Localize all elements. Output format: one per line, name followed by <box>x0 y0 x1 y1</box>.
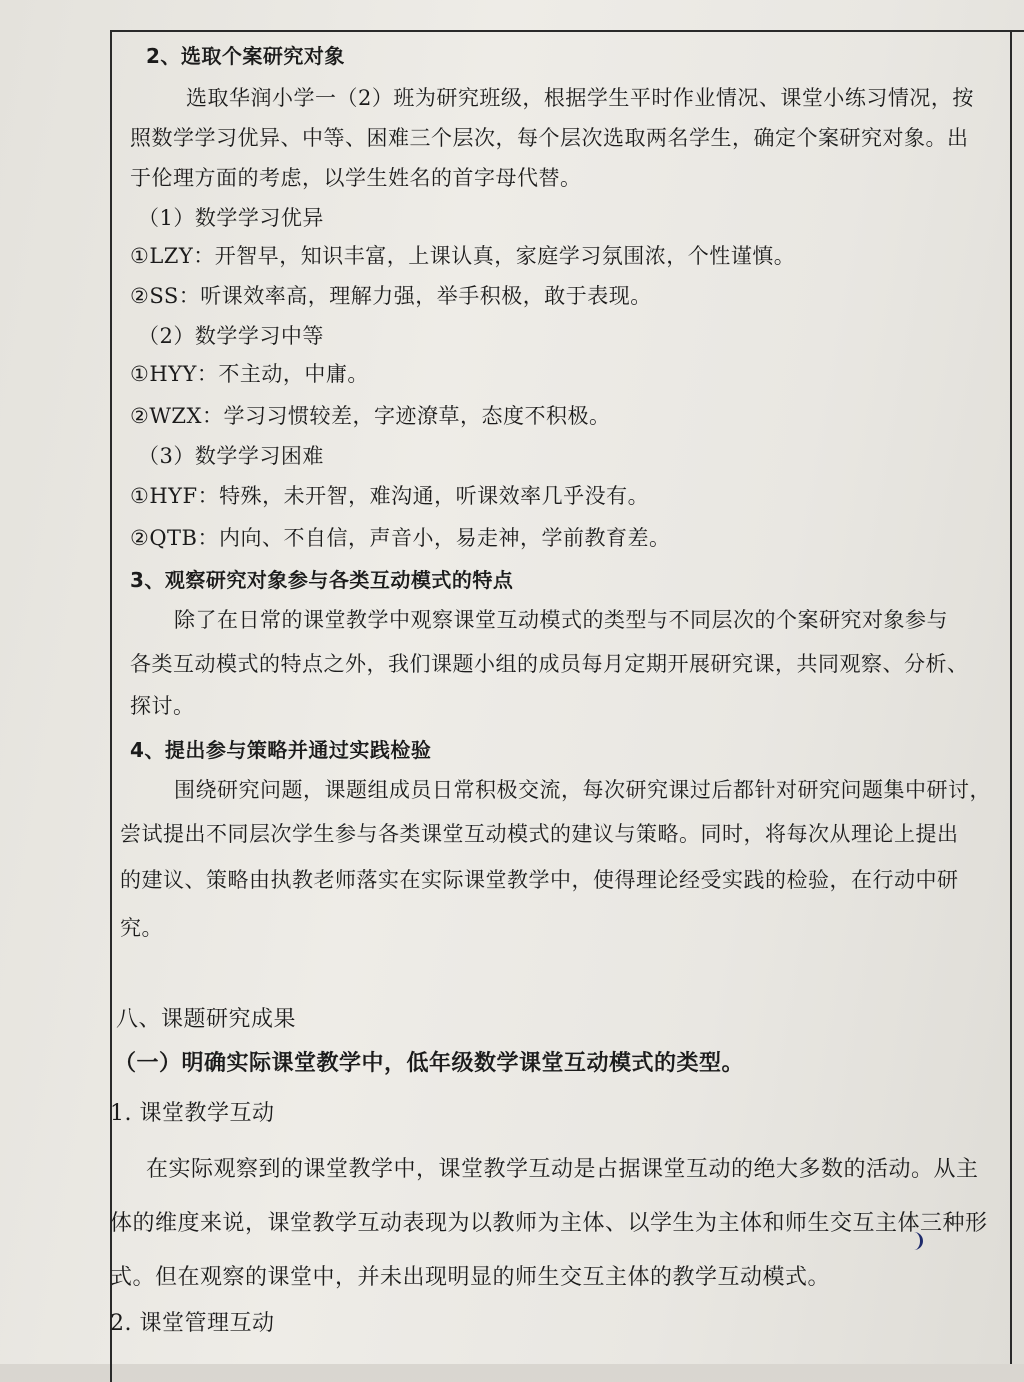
subheading: （2）数学学习中等 <box>138 324 324 348</box>
list-item: ①LZY：开智早，知识丰富，上课认真，家庭学习氛围浓，个性谨慎。 <box>130 244 796 268</box>
item-heading-1: 1. 课堂教学互动 <box>110 1101 275 1126</box>
item-heading-2: 2. 课堂管理互动 <box>110 1311 275 1336</box>
body-line: 式。但在观察的课堂中，并未出现明显的师生交互主体的教学互动模式。 <box>110 1265 831 1290</box>
subsection-heading: （一）明确实际课堂教学中，低年级数学课堂互动模式的类型。 <box>114 1051 745 1076</box>
body-line: 体的维度来说，课堂教学互动表现为以教师为主体、以学生为主体和师生交互主体三种形 <box>110 1211 988 1236</box>
body-line: 照数学学习优异、中等、困难三个层次，每个层次选取两名学生，确定个案研究对象。出 <box>130 126 969 150</box>
chapter-heading: 八、课题研究成果 <box>116 1007 297 1032</box>
body-line: 探讨。 <box>130 694 195 718</box>
body-line: 于伦理方面的考虑，以学生姓名的首字母代替。 <box>130 166 582 190</box>
body-line: 围绕研究问题，课题组成员日常积极交流，每次研究课过后都针对研究问题集中研讨， <box>174 778 991 802</box>
section-heading-4: 4、提出参与策略并通过实践检验 <box>130 738 432 762</box>
body-line: 除了在日常的课堂教学中观察课堂互动模式的类型与不同层次的个案研究对象参与 <box>174 608 948 632</box>
list-item: ②SS：听课效率高，理解力强，举手积极，敢于表现。 <box>130 284 652 308</box>
section-heading-3: 3、观察研究对象参与各类互动模式的特点 <box>130 568 514 592</box>
body-line: 在实际观察到的课堂教学中，课堂教学互动是占据课堂互动的绝大多数的活动。从主 <box>146 1157 979 1182</box>
list-item: ②WZX：学习习惯较差，字迹潦草，态度不积极。 <box>130 404 611 428</box>
section-heading-2: 2、选取个案研究对象 <box>146 44 345 68</box>
body-line: 究。 <box>120 916 163 940</box>
list-item: ①HYF：特殊，未开智，难沟通，听课效率几乎没有。 <box>130 484 650 508</box>
body-line: 选取华润小学一（2）班为研究班级，根据学生平时作业情况、课堂小练习情况，按 <box>186 86 974 110</box>
table-right-border <box>1010 30 1012 1364</box>
body-line: 各类互动模式的特点之外，我们课题小组的成员每月定期开展研究课，共同观察、分析、 <box>130 652 969 676</box>
subheading: （1）数学学习优异 <box>138 206 324 230</box>
body-line: 的建议、策略由执教老师落实在实际课堂教学中，使得理论经受实践的检验，在行动中研 <box>120 868 959 892</box>
subheading: （3）数学学习困难 <box>138 444 324 468</box>
list-item: ①HYY：不主动，中庸。 <box>130 362 369 386</box>
body-line: 尝试提出不同层次学生参与各类课堂互动模式的建议与策略。同时，将每次从理论上提出 <box>120 822 959 846</box>
list-item: ②QTB：内向、不自信，声音小，易走神，学前教育差。 <box>130 526 671 550</box>
